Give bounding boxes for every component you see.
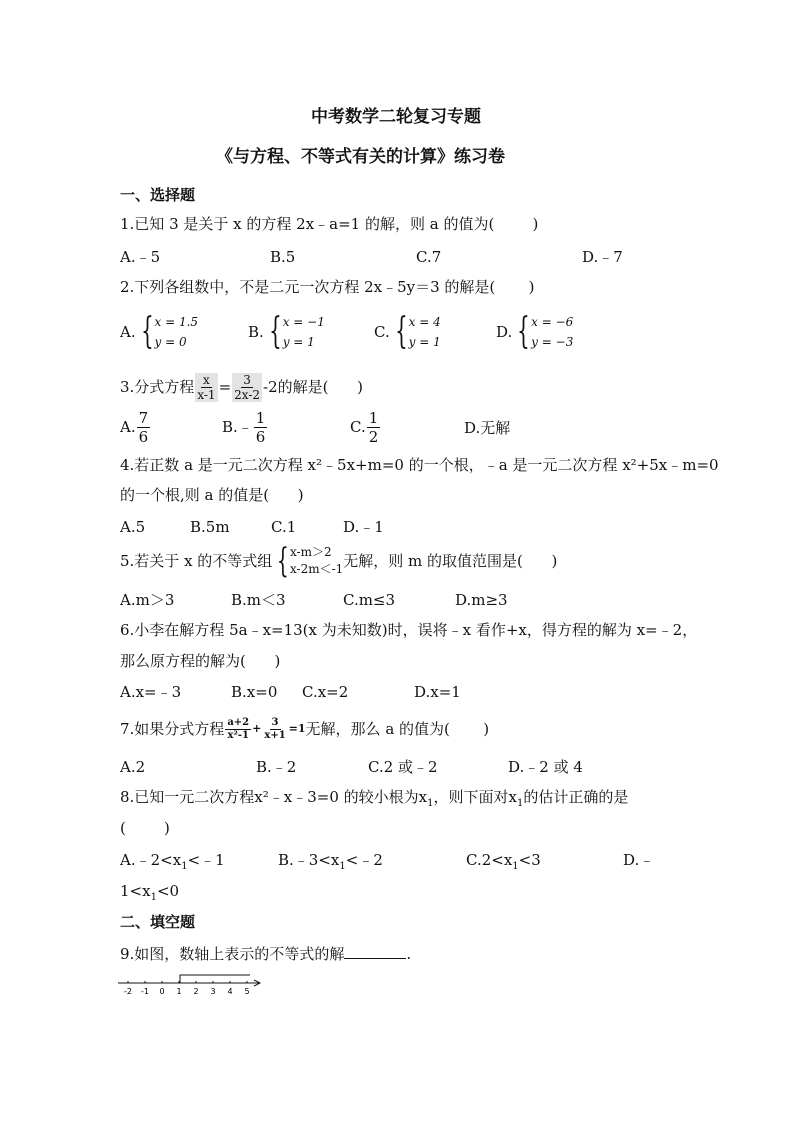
brace-icon: {: [394, 311, 408, 352]
q3-prefix: 3.分式方程: [120, 378, 195, 396]
q7-fraction-1: $\frac{a+2}{\text{x²-1}}$: [227, 716, 250, 741]
q5-ineq-1: x-m＞2: [289, 545, 332, 559]
q6-option-c: C.x=2: [302, 683, 349, 701]
q4-line1: 4.若正数 a 是一元二次方程 x²﹣5x+m=0 的一个根，﹣a 是一元二次方程 x²+5x﹣m=0: [120, 456, 719, 474]
q7-equals: =1: [288, 722, 306, 735]
solution-bracket: [180, 975, 250, 983]
q2-d-label: D.: [496, 323, 513, 341]
q3-option-c: C. $\frac{1}{2}$: [350, 408, 379, 446]
q3-stem: [120, 372, 363, 402]
q1-option-d: D.﹣7: [582, 248, 623, 266]
q4-option-c: C.1: [271, 518, 297, 536]
q3-fraction-2: $\frac{3}{2x-2}$: [234, 372, 261, 402]
q2-c-x: x = 4: [408, 315, 441, 329]
q6-line1: 6.小李在解方程 5a﹣x=13(x 为未知数)时，误将﹣x 看作+x，得方程的解为 x=﹣2，: [120, 621, 698, 639]
q8-option-d-cont: $1<x_1<0$: [120, 882, 180, 903]
brace-icon: {: [277, 541, 290, 581]
section-fill-blank: 二、填空题: [120, 913, 196, 931]
q1-option-c: C.7: [416, 248, 442, 266]
q3-equals: =: [218, 378, 232, 396]
tick-label: 4: [227, 987, 233, 996]
q2-a-label: A.: [120, 323, 136, 341]
q2-a-y: y = 0: [154, 335, 187, 349]
q2-c-label: C.: [374, 323, 390, 341]
q2-b-y: y = 1: [282, 335, 315, 349]
brace-icon: {: [268, 311, 282, 352]
q5-option-a: A.m＞3: [120, 591, 175, 609]
q7-suffix: 无解，那么 a 的值为( ): [305, 720, 490, 738]
q9-stem: 9.如图，数轴上表示的不等式的解 .: [120, 945, 412, 963]
q5-prefix: 5.若关于 x 的不等式组: [120, 552, 273, 570]
q1-option-a: A.﹣5: [120, 248, 161, 266]
q8-option-d: D.﹣: [623, 851, 655, 869]
q5-option-c: C.m≤3: [343, 591, 396, 609]
q3-option-d: D.无解: [464, 419, 511, 437]
q2-stem: 2.下列各组数中，不是二元一次方程 2x﹣5y＝3 的解是( ): [120, 278, 535, 296]
q8-option-b: $B.﹣3<x_1<﹣2$: [278, 851, 383, 872]
q4-line2: 的一个根,则 a 的值是( ): [120, 486, 304, 504]
q9-answer-blank[interactable]: [344, 944, 406, 959]
q7-option-c: C.2 或﹣2: [368, 758, 438, 776]
q1-stem: 1.已知 3 是关于 x 的方程 2x﹣a=1 的解，则 a 的值为( ): [120, 215, 539, 233]
q4-option-d: D.﹣1: [343, 518, 384, 536]
tick-label: 0: [159, 987, 165, 996]
q2-option-d: [496, 312, 573, 352]
q2-b-x: x = −1: [282, 315, 325, 329]
q7-option-a: A.2: [120, 758, 146, 776]
q2-b-label: B.: [248, 323, 264, 341]
q2-c-y: y = 1: [408, 335, 441, 349]
q2-d-x: x = −6: [531, 315, 574, 329]
tick-label: -2: [124, 987, 132, 996]
q8-line1: 8.已知一元二次方程x²﹣x﹣3=0 的较小根为$x_1$，则下面对$x_1$的估计正确的是: [120, 788, 629, 809]
tick-label: 1: [176, 987, 182, 996]
q4-option-b: B.5m: [190, 518, 230, 536]
q3-option-a: A. $\frac{7}{6}$: [120, 408, 149, 446]
q5-option-d: D.m≥3: [455, 591, 508, 609]
q3-c-fraction: $\frac{1}{2}$: [368, 408, 379, 446]
q3-suffix: -2的解是( ): [263, 378, 363, 396]
q1-option-b: B.5: [270, 248, 296, 266]
q5-suffix: 无解，则 m 的取值范围是( ): [343, 552, 558, 570]
q2-option-c: [374, 312, 441, 352]
q3-option-b: B.﹣ $\frac{1}{6}$: [222, 408, 266, 446]
q2-option-a: [120, 312, 198, 352]
brace-icon: {: [140, 311, 154, 352]
tick-label: 3: [210, 987, 216, 996]
q7-option-b: B.﹣2: [256, 758, 297, 776]
q6-line2: 那么原方程的解为( ): [120, 652, 281, 670]
tick-label: 2: [193, 987, 199, 996]
q3-fraction-1: $\frac{x}{x-1}$: [197, 372, 216, 402]
q5-stem: [120, 541, 558, 581]
q4-option-a: A.5: [120, 518, 146, 536]
q3-b-fraction: $\frac{1}{6}$: [255, 408, 266, 446]
number-line-figure: [116, 972, 266, 998]
q5-option-b: B.m＜3: [231, 591, 286, 609]
brace-icon: {: [517, 311, 531, 352]
q2-option-b: [248, 312, 325, 352]
doc-subtitle: 《与方程、不等式有关的计算》练习卷: [216, 147, 505, 167]
q3-a-fraction: $\frac{7}{6}$: [138, 408, 149, 446]
tick-label: 5: [244, 987, 250, 996]
doc-title: 中考数学二轮复习专题: [311, 107, 481, 127]
q7-option-d: D.﹣2 或 4: [508, 758, 583, 776]
q8-option-c: $C.2<x_1<3$: [466, 851, 541, 872]
tick-label: -1: [141, 987, 149, 996]
q7-prefix: 7.如果分式方程: [120, 720, 225, 738]
q8-option-a: $A.﹣2<x_1<﹣1$: [120, 851, 225, 872]
q7-plus: +: [252, 722, 262, 735]
q2-a-x: x = 1.5: [154, 315, 199, 329]
q7-stem: [120, 712, 489, 746]
q5-ineq-2: x-2m＜-1: [289, 562, 344, 576]
q2-d-y: y = −3: [531, 335, 574, 349]
q8-paren: ( ): [120, 819, 170, 837]
q7-fraction-2: $\frac{3}{x+1}$: [264, 716, 286, 741]
q6-option-a: A.x=﹣3: [120, 683, 182, 701]
section-choice: 一、选择题: [120, 186, 196, 204]
q6-option-b: B.x=0: [231, 683, 278, 701]
q6-option-d: D.x=1: [414, 683, 461, 701]
